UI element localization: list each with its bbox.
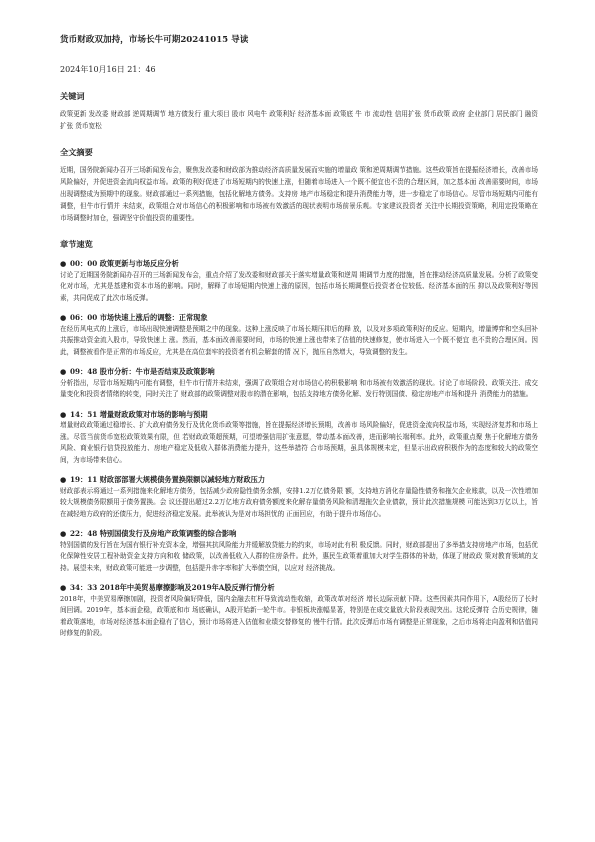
bullet-icon: ● [60,259,67,268]
bullet-icon: ● [60,409,67,419]
bullet-icon: ● [60,583,67,592]
chapter-item [60,528,538,574]
chapter-item [60,409,538,467]
bullet-icon: ● [60,475,67,484]
chapter-title [60,258,538,270]
chapter-text: 在经历风电式的上涨后，市场出现快速调整是预期之中的现象。这种上涨反映了市场长期压抑后的释 放，以及对多项政策利好的反应。短期内，增量博弈和空头回补共振推动资金流入股市，导致快速上 涨。然而，基本面改善需要时间，市场的快速上涨也带来了估值的快速修复，使市场进入一个既不便宜 也不贵的合理区间。因此，调整被看作是正常的市场反应，尤其是在高位套牢的投资者有机会解套的情 况下，抛压自然增大，导致调整的发生。 [60,324,538,356]
bullet-icon: ● [60,529,67,538]
document-page [60,34,538,640]
bullet-icon: ● [60,313,67,322]
chapter-item [60,366,538,401]
chapter-title [60,528,538,540]
chapter-title [60,312,538,324]
chapters-heading: 章节速览 [60,239,93,249]
chapter-title [60,409,538,421]
chapter-title [60,474,538,486]
chapter-list [60,258,538,640]
chapter-title-text: 06：00 市场快速上涨后的调整：正常现象 [70,313,208,322]
chapter-text: 特别国债的发行旨在为国有银行补充资本金，增强其抗风险能力并缓解放贷能力的约束，市场对此有积 极反馈。同时，财政部提出了多举措支持房地产市场，包括优化保障性安居工程补助资金支持方向和收 储政策，以改善低收入人群的住房条件。此外，惠民生政策着重加大对学生群体的补助，体现了财政政 策对教育领域的支持。展望未来，财政政策可能进一步调整，包括提升赤字率和扩大举债空间，以应对 经济挑战。 [60,540,538,572]
chapter-item [60,474,538,520]
chapter-item [60,312,538,358]
chapter-text: 分析指出，尽管市场短期内可能有调整，但牛市行情并未结束，强调了政策组合对市场信心的积极影响 和市场被有效激活的现状。讨论了市场阶段、政策关注、成交量变化和投资者情绪的转变，同时关注了 财政部的政策调整对股市的潜在影响，包括支持地方债务化解、发行特别国债、稳定房地产市场和提升 消费能力的措施。 [60,378,538,398]
chapter-title [60,582,538,594]
document-title: 货币财政双加持，市场长牛可期20241015 导读 [60,35,249,45]
chapter-title-text: 34：33 2018年中美贸易摩擦影响及2019年A股反弹行情分析 [70,583,275,592]
chapter-text: 财政部表示将通过一系列措施来化解地方债务，包括减少政府隐性债务余额，安排1.2万亿债务限 额，支持地方消化存量隐性债务和拖欠企业账款，以及一次性增加较大规模债务限额用于债务置换。会 议还提出超过2.2万亿地方政府债务额度来化解存量债务风险和清理拖欠企业债款，预计此次措施规模 可能达到3万亿以上，旨在减轻地方政府的还债压力，促进经济稳定发展。此举被认为是对市场担忧的 正面回应，有助于提升市场信心。 [60,486,538,518]
chapter-title-text: 09：48 股市分析：牛市是否结束及政策影响 [70,367,215,376]
summary-heading: 全文摘要 [60,147,93,157]
chapter-title-text: 19：11 财政部部署大规模债务置换限额以减轻地方财政压力 [70,475,266,484]
keywords-heading: 关键词 [60,91,85,101]
chapter-text: 增量财政政策通过稳增长、扩大政府债务发行及优化货币政策等措施，旨在提振经济增长预期，改善市 场风险偏好，促进资金流向权益市场，实现经济复苏和市场上涨。尽管当前货币宽松政策效果有限，但 若财政政策超预期，可望增强信用扩张意愿，带动基本面改善，进而影响长端利率。此外，政策重点聚 焦于化解地方债务风险、商业银行信贷投放能力、房地产稳定及低收入群体消费能力提升，这些举措符 合市场预期，虽具体规模未定，但显示出政府积极作为的态度和较大的政策空间，为市场带来信心。 [60,421,538,464]
chapter-text: 2018年，中美贸易摩擦加剧，投资者风险偏好降低，国内金融去杠杆导致流动性收缩，政策改革对经济 增长边际贡献下降。这些因素共同作用下，A股经历了长时间回调。2019年，基本面企稳，政策底和市 场底确认，A股开始新一轮牛市。非银板块涨幅显著，特别是在成交量放大阶段表现突出。这轮反弹符 合历史规律，随着政策落地，市场对经济基本面企稳有了信心，预计市场将进入估值和业绩交替修复的 慢牛行情。此次反弹后市场有调整是正常现象，之后市场将走向盈利和估值同时修复的阶段。 [60,594,538,637]
chapter-title-text: 00：00 政策更新与市场反应分析 [70,259,179,268]
chapter-text: 讨论了近期国务院新闻办召开的三场新闻发布会，重点介绍了发改委和财政部关于落实增量政策和逆周 期调节力度的措施，旨在推动经济高质量发展。分析了政策变化对市场，尤其是基建和资本市场的影响。同时，解释了市场短期内快速上涨的原因，包括市场长期调整后投资者仓位较低、经济基本面的压 抑以及政策利好等因素，共同促成了此次市场反弹。 [60,270,538,302]
summary-text: 近期，国务院新闻办召开三场新闻发布会，聚焦发改委和财政部为推动经济高质量发展而实施的增量政 策和逆周期调节措施。这些政策旨在提振经济增长，改善市场风险偏好，并促进资金流向权益市场。政策的利好促进了市场短期内的快速上涨，但随着市场进入一个既不便宜也不贵的合理区间，加之基本面 改善需要时间，市场出现调整成为预期中的现象。财政部通过一系列措施，包括化解地方债务。支持房 地产市场稳定和提升消费能力等，进一步稳定了市场信心。尽管市场短期内可能有调整，但牛市行情并 未结束，政策组合对市场信心的积极影响和市场被有效激活的现状表明市场前景乐观。专家建议投资者 关注中长期投资策略，利用定投策略在市场调整时加仓，强调坚守价值投资的重要性。 [60,166,538,222]
chapter-item [60,582,538,640]
chapter-item [60,258,538,304]
chapter-title-text: 14：51 增量财政政策对市场的影响与预期 [70,409,208,419]
keywords-text: 政策更新 发改委 财政部 逆周期调节 地方债发行 重大项目 股市 风电牛 政策利好 经济基本面 政策底 牛 市 流动性 信用扩张 货币政策 政府 企业部门 居民部门 融资扩张 货币宽松 [60,110,538,130]
chapter-title [60,366,538,378]
chapter-title-text: 22：48 特别国债发行及房地产政策调整的综合影响 [70,529,237,538]
document-date: 2024年10月16日 21：46 [60,65,156,74]
bullet-icon: ● [60,367,67,376]
